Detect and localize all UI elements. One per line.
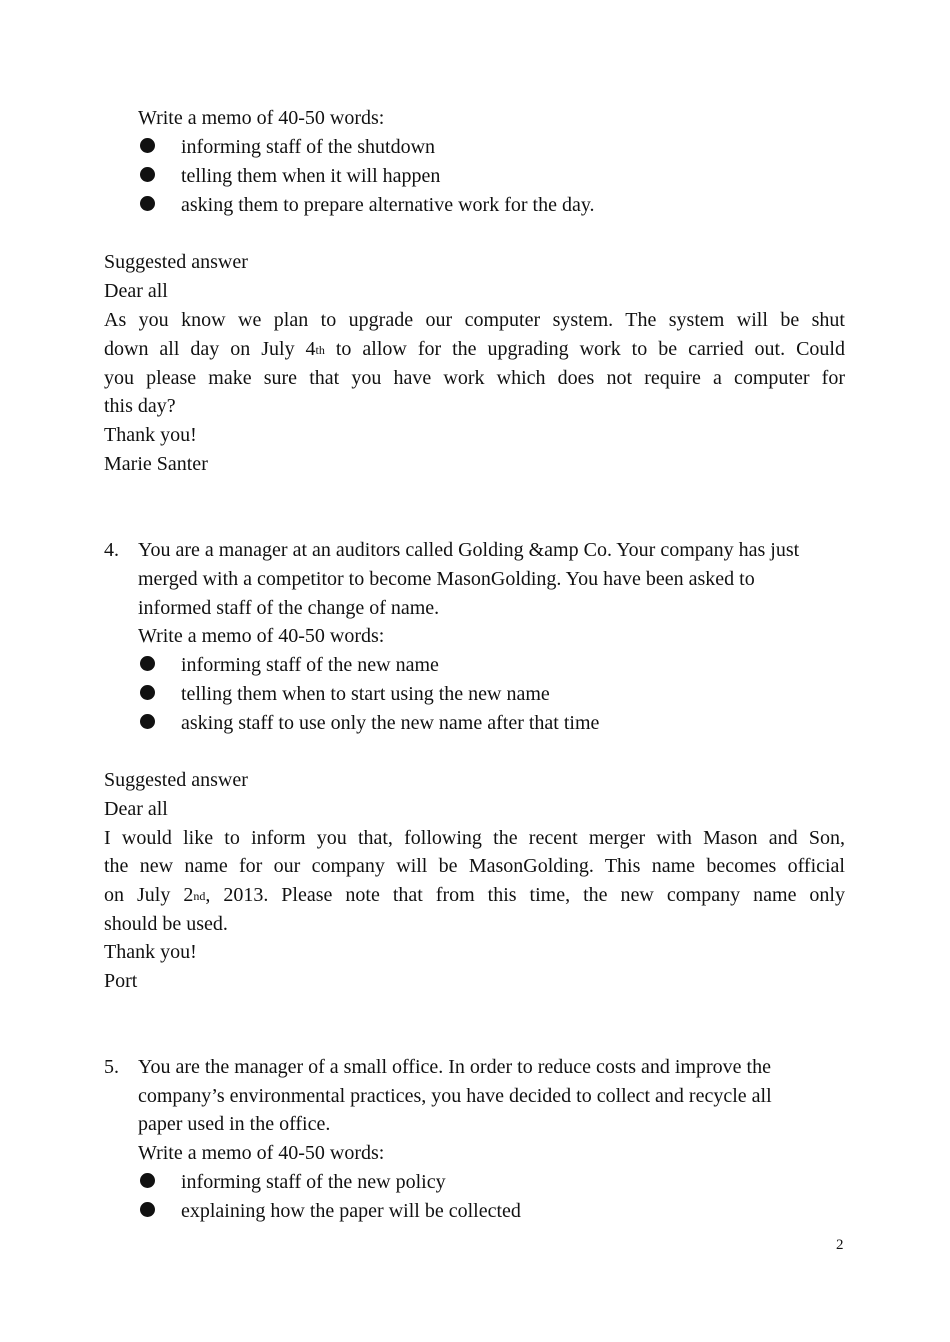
task-text: You are the manager of a small office. In order to reduce costs and improve the: [138, 1056, 771, 1078]
memo-body-line: this day?: [104, 395, 176, 417]
answer-heading: Suggested answer: [104, 769, 248, 791]
task-bullet: informing staff of the new policy: [181, 1171, 446, 1193]
task-text: You are a manager at an auditors called Golding &amp Co. Your company has just: [138, 539, 800, 561]
task-bullet: asking staff to use only the new name after that time: [181, 712, 600, 734]
memo-closing: Thank you!: [104, 424, 197, 446]
bullet-icon: [140, 685, 155, 700]
bullet-icon: [140, 167, 155, 182]
task-bullet: telling them when it will happen: [181, 165, 441, 187]
task-bullet: informing staff of the new name: [181, 654, 439, 676]
task-bullet: informing staff of the shutdown: [181, 136, 436, 158]
memo-prompt: Write a memo of 40-50 words:: [138, 1142, 385, 1164]
memo-prompt: Write a memo of 40-50 words:: [138, 107, 385, 129]
memo-signature: Port: [104, 970, 138, 992]
bullet-icon: [140, 1173, 155, 1188]
memo-body-line: As you know we plan to upgrade our computer system. The system will be shut: [104, 309, 845, 331]
memo-body-line: I would like to inform you that, following the recent merger with Mason and Son,: [104, 827, 845, 849]
task-text: company’s environmental practices, you have decided to collect and recycle all: [138, 1085, 772, 1107]
memo-body-line: the new name for our company will be MasonGolding. This name becomes official: [104, 855, 845, 877]
task-bullet: asking them to prepare alternative work for the day.: [181, 194, 595, 216]
memo-body-line: you please make sure that you have work which does not require a computer for: [104, 367, 845, 389]
memo-body-line: should be used.: [104, 913, 228, 935]
task-bullet: telling them when to start using the new name: [181, 683, 550, 705]
page-number: 2: [836, 1237, 844, 1253]
bullet-icon: [140, 138, 155, 153]
memo-closing: Thank you!: [104, 941, 197, 963]
task-number: 4.: [104, 539, 119, 561]
memo-greeting: Dear all: [104, 798, 168, 820]
task-number: 5.: [104, 1056, 119, 1078]
bullet-icon: [140, 196, 155, 211]
task-bullet: explaining how the paper will be collected: [181, 1200, 521, 1222]
task-text: merged with a competitor to become MasonGolding. You have been asked to: [138, 568, 755, 590]
memo-greeting: Dear all: [104, 280, 168, 302]
task-text: informed staff of the change of name.: [138, 597, 440, 619]
bullet-icon: [140, 1202, 155, 1217]
memo-prompt: Write a memo of 40-50 words:: [138, 625, 385, 647]
memo-body-line: down all day on July 4th to allow for the upgrading work to be carried out. Could: [104, 338, 845, 360]
answer-heading: Suggested answer: [104, 251, 248, 273]
bullet-icon: [140, 656, 155, 671]
memo-body-line: on July 2nd, 2013. Please note that from this time, the new company name only: [104, 884, 845, 906]
memo-signature: Marie Santer: [104, 453, 208, 475]
task-text: paper used in the office.: [138, 1113, 331, 1135]
bullet-icon: [140, 714, 155, 729]
